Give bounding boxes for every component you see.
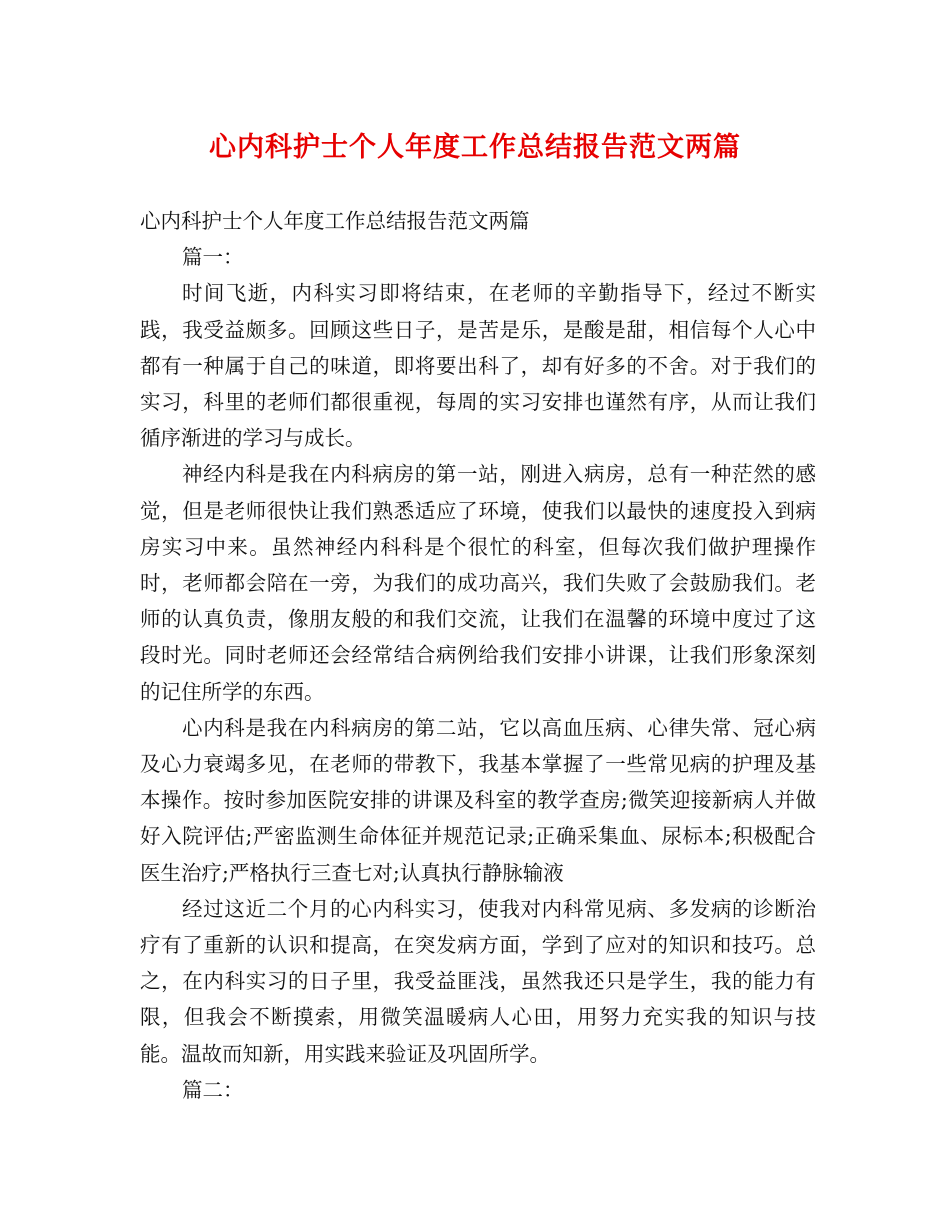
paragraph-4: 经过这近二个月的心内科实习，使我对内科常见病、多发病的诊断治疗有了重新的认识和提高，在突发病方面，学到了应对的知识和技巧。总之，在内科实习的日子里，我受益匪浅，虽然我还只是学生，我的能力有限，但我会不断摸索，用微笑温暖病人心田，用努力充实我的知识与技能。温故而知新，用实践来验证及巩固所学。 [140, 896, 816, 1066]
paragraph-3: 心内科是我在内科病房的第二站，它以高血压病、心律失常、冠心病及心力衰竭多见，在老师的带教下，我基本掌握了一些常见病的护理及基本操作。按时参加医院安排的讲课及科室的教学查房;微笑迎接新病人并做好入院评估;严密监测生命体征并规范记录;正确采集血、尿标本;积极配合医生治疗;严格执行三查七对;认真执行静脉输液 [140, 715, 816, 885]
section-one-heading: 篇一： [182, 245, 244, 270]
section-two-heading: 篇二： [182, 1077, 244, 1102]
paragraph-1: 时间飞逝，内科实习即将结束，在老师的辛勤指导下，经过不断实践，我受益颇多。回顾这些日子，是苦是乐，是酸是甜，相信每个人心中都有一种属于自己的味道，即将要出科了，却有好多的不舍。对于我们的实习，科里的老师们都很重视，每周的实习安排也谨然有序，从而让我们循序渐进的学习与成长。 [140, 281, 816, 451]
paragraph-2: 神经内科是我在内科病房的第一站，刚进入病房，总有一种茫然的感觉，但是老师很快让我们熟悉适应了环境，使我们以最快的速度投入到病房实习中来。虽然神经内科科是个很忙的科室，但每次我们做护理操作时，老师都会陪在一旁，为我们的成功高兴，我们失败了会鼓励我们。老师的认真负责，像朋友般的和我们交流，让我们在温馨的环境中度过了这段时光。同时老师还会经常结合病例给我们安排小讲课，让我们形象深刻的记住所学的东西。 [140, 462, 816, 704]
document-body [140, 203, 816, 1108]
document-subtitle: 心内科护士个人年度工作总结报告范文两篇 [140, 209, 530, 233]
document-title: 心内科护士个人年度工作总结报告范文两篇 [209, 132, 741, 163]
